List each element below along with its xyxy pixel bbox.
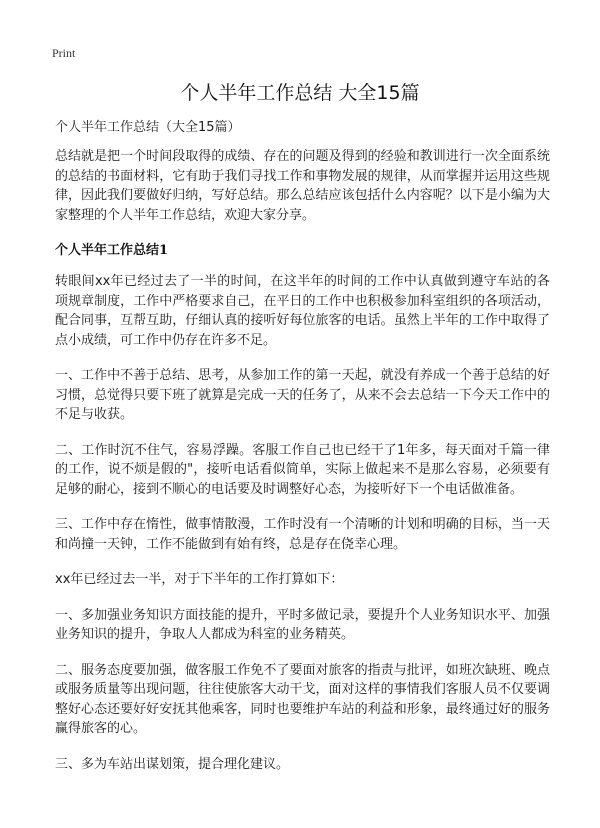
body-paragraph: 转眼间xx年已经过去了一半的时间，在这半年的时间的工作中认真做到遵守车站的各项规章制度，工作中严格要求自己，在平日的工作中也积极参加科室组织的各项活动，配合同事，互帮互助，仔细认真的接听好每位旅客的电话。虽然上半年的工作中取得了点小成绩，可工作中仍存在许多不足。 <box>55 274 550 348</box>
body-paragraph: 一、多加强业务知识方面技能的提升，平时多做记录，要提升个人业务知识水平、加强业务知识的提升，争取人人都成为科室的业务精英。 <box>55 607 550 642</box>
body-paragraph: 二、工作时沉不住气，容易浮躁。客服工作自己也已经干了1年多，每天面对千篇一律的工作，说不烦是假的"，接听电话看似简单，实际上做起来不是那么容易，必须要有足够的耐心，接到不顺心的电话要及时调整好心态，为接听好下一个电话做准备。 <box>55 442 550 497</box>
document-body <box>55 118 550 790</box>
intro-paragraph: 总结就是把一个时间段取得的成绩、存在的问题及得到的经验和教训进行一次全面系统的总结的书面材料，它有助于我们寻找工作和事物发展的规律，从而掌握并运用这些规律，因此我们要做好归纳，写好总结。那么总结应该包括什么内容呢？以下是小编为大家整理的个人半年工作总结，欢迎大家分享。 <box>55 149 550 223</box>
body-paragraph: xx年已经过去一半，对于下半年的工作打算如下： <box>55 572 344 587</box>
print-label: Print <box>52 46 76 60</box>
section-heading: 个人半年工作总结1 <box>55 243 169 258</box>
body-paragraph: 二、服务态度要加强，做客服工作免不了要面对旅客的指责与批评，如班次缺班、晚点或服务质量等出现问题，往往使旅客大动干戈，面对这样的事情我们客服人员不仅要调整好心态还要好好安抚其他乘客，同时也要维护车站的利益和形象，最终通过好的服务赢得旅客的心。 <box>55 662 550 736</box>
document-title: 个人半年工作总结 大全15篇 <box>180 82 420 104</box>
body-paragraph: 一、工作中不善于总结、思考，从参加工作的第一天起，就没有养成一个善于总结的好习惯，总觉得只要下班了就算是完成一天的任务了，从来不会去总结一下今天工作中的不足与收获。 <box>55 368 550 422</box>
body-paragraph: 三、工作中存在惰性，做事情散漫，工作时没有一个清晰的计划和明确的目标，当一天和尚撞一天钟，工作不能做到有始有终，总是存在侥幸心理。 <box>55 517 550 552</box>
document-subtitle: 个人半年工作总结（大全15篇） <box>55 120 241 135</box>
body-paragraph: 三、多为车站出谋划策，提合理化建议。 <box>55 756 290 772</box>
